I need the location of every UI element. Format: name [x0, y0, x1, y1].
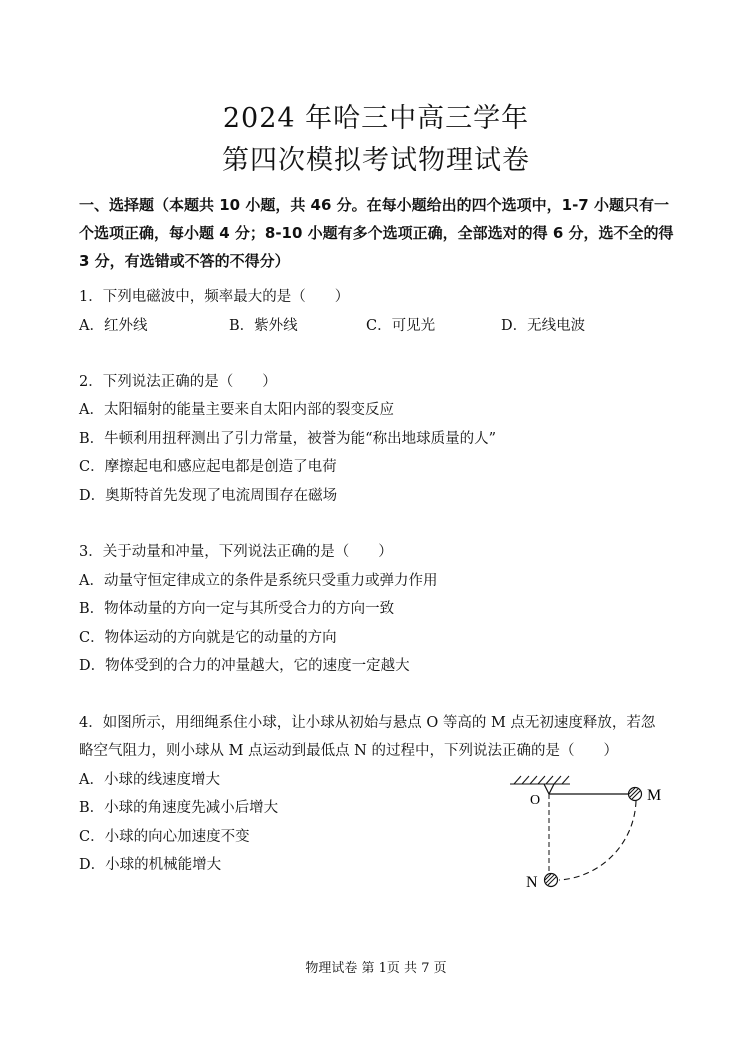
question-4-option-c: C．小球的向心加速度不变	[79, 829, 250, 845]
ball-m	[629, 788, 642, 801]
label-m: M	[647, 787, 662, 804]
label-o: O	[530, 793, 541, 808]
question-2-option-c: C．摩擦起电和感应起电都是创造了电荷	[79, 459, 337, 475]
question-3-option-d: D．物体受到的合力的冲量越大，它的速度一定越大	[79, 658, 410, 674]
section-heading: 一、选择题（本题共 10 小题，共 46 分。在每小题给出的四个选项中，1-7 小题只有一个选项正确，每小题 4 分；8-10 小题有多个选项正确，全部选对的得 6 分，选不全的得 3 分，有选错或不答的不得分）	[79, 196, 674, 270]
question-4-option-d: D．小球的机械能增大	[79, 857, 222, 873]
pendulum-diagram	[508, 772, 678, 898]
question-2-option-d: D．奥斯特首先发现了电流周围存在磁场	[79, 488, 338, 504]
label-n: N	[526, 874, 538, 891]
question-4-stem-line2: 略空气阻力，则小球从 M 点运动到最低点 N 的过程中，下列说法正确的是（ ）	[79, 743, 618, 759]
pivot-hook	[544, 784, 554, 794]
question-2-stem: 2．下列说法正确的是（ ）	[79, 374, 277, 390]
question-2-option-a: A．太阳辐射的能量主要来自太阳内部的裂变反应	[79, 402, 394, 418]
question-4-stem-line1: 4．如图所示，用细绳系住小球，让小球从初始与悬点 O 等高的 M 点无初速度释放，若忽	[79, 715, 656, 731]
question-1-option-b: B．紫外线	[229, 318, 298, 334]
question-1-option-d: D．无线电波	[501, 318, 586, 334]
exam-title-line2: 第四次模拟考试物理试卷	[222, 145, 530, 176]
question-3-option-a: A．动量守恒定律成立的条件是系统只受重力或弹力作用	[79, 573, 438, 589]
swing-arc	[559, 801, 636, 880]
question-1-stem: 1．下列电磁波中，频率最大的是（ ）	[79, 289, 350, 305]
question-1-option-c: C．可见光	[366, 318, 436, 334]
question-4-option-a: A．小球的线速度增大	[79, 772, 220, 788]
question-3-option-c: C．物体运动的方向就是它的动量的方向	[79, 630, 337, 646]
question-3-stem: 3．关于动量和冲量，下列说法正确的是（ ）	[79, 544, 393, 560]
exam-title-line1: 2024 年哈三中高三学年	[222, 103, 530, 134]
question-2-option-b: B．牛顿利用扭秤测出了引力常量，被誉为能“称出地球质量的人”	[79, 431, 496, 447]
question-1-option-a: A．红外线	[79, 318, 148, 334]
question-4-option-b: B．小球的角速度先减小后增大	[79, 800, 279, 816]
page-footer: 物理试卷 第 1页 共 7 页	[305, 961, 447, 976]
question-3-option-b: B．物体动量的方向一定与其所受合力的方向一致	[79, 601, 395, 617]
ceiling-hatch	[510, 776, 570, 784]
ball-n	[545, 874, 558, 887]
